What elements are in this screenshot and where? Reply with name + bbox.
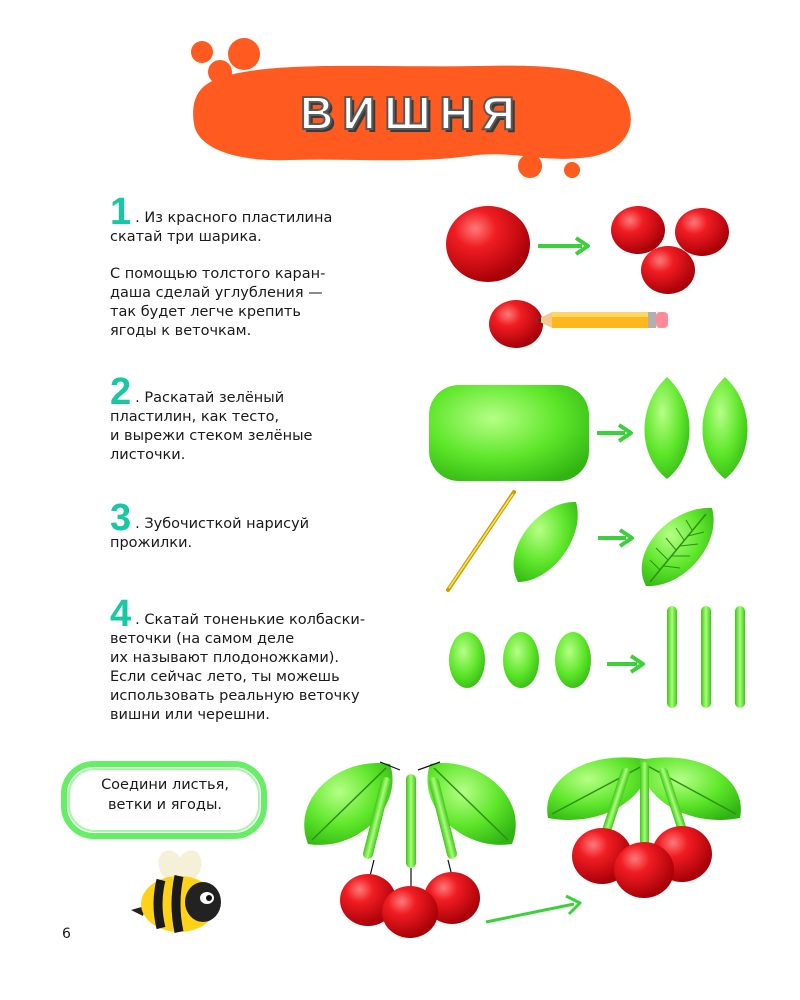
stem bbox=[701, 606, 711, 708]
bee-icon bbox=[125, 848, 235, 938]
arrow-right-icon bbox=[597, 425, 631, 441]
step-1: 1 . Из красного пластилина скатай три шарика. С помощью толстого каран- даша сделай углубления — так будет легче крепить ягоды к веточкам. bbox=[110, 198, 410, 359]
step-4-illustration bbox=[445, 600, 765, 720]
hint-text: Соедини листья, ветки и ягоды. bbox=[101, 777, 229, 813]
red-ball bbox=[641, 246, 695, 294]
toothpick-icon bbox=[448, 492, 514, 590]
page-title: ВИШНЯ bbox=[300, 87, 524, 139]
step-2-illustration bbox=[425, 375, 755, 495]
big-red-ball bbox=[446, 206, 530, 282]
leaf bbox=[514, 502, 578, 582]
step-2: 2 . Раскатай зелёный пластилин, как тесто, и вырежи стеком зелёные листочки. bbox=[110, 371, 313, 463]
green-oval bbox=[503, 632, 539, 688]
leaf bbox=[703, 377, 748, 479]
assembly-illustration bbox=[290, 748, 730, 948]
step-4: 4 . Скатай тоненькие колбаски- веточки (на самом деле их называют плодоножками). Если сейчас лето, ты можешь использовать реальную веточку вишни или черешни. bbox=[110, 593, 366, 723]
red-ball bbox=[611, 206, 665, 254]
arrow-right-icon bbox=[538, 238, 588, 254]
step-1-illustration bbox=[440, 200, 760, 360]
step-number: 2 bbox=[110, 371, 132, 413]
step-3: 3 . Зубочисткой нарисуй прожилки. bbox=[110, 497, 310, 551]
step-3-illustration bbox=[440, 490, 750, 600]
green-slab bbox=[429, 385, 589, 481]
finished-cherry bbox=[547, 757, 741, 898]
red-ball-dented bbox=[489, 300, 543, 348]
stem bbox=[667, 606, 677, 708]
arrow-right-icon bbox=[607, 656, 643, 672]
arrow-right-icon bbox=[486, 896, 580, 922]
green-oval bbox=[555, 632, 591, 688]
arrow-right-icon bbox=[598, 530, 632, 546]
step-number: 4 bbox=[110, 593, 132, 635]
stem bbox=[735, 606, 745, 708]
green-oval bbox=[449, 632, 485, 688]
pencil-icon bbox=[536, 312, 668, 328]
step-text: Раскатай зелёный пластилин, как тесто, и вырежи стеком зелёные листочки. bbox=[110, 390, 313, 463]
step-text: С помощью толстого каран- даша сделай углубления — так будет легче крепить ягоды к веточкам. bbox=[110, 266, 326, 339]
page-number: 6 bbox=[62, 926, 71, 942]
step-number: 1 bbox=[110, 191, 132, 233]
red-ball bbox=[675, 208, 729, 256]
step-number: 3 bbox=[110, 497, 132, 539]
step-text: Зубочисткой нарисуй прожилки. bbox=[110, 516, 310, 551]
step-text: Из красного пластилина скатай три шарика. bbox=[110, 210, 333, 245]
red-ball bbox=[382, 886, 438, 938]
leaf-with-veins bbox=[642, 508, 714, 586]
leaf bbox=[645, 377, 690, 479]
stem bbox=[406, 774, 416, 868]
step-text: Скатай тоненькие колбаски- веточки (на самом деле их называют плодоножками). Если сейчас лето, ты можешь использовать реальную веточку вишни или черешни. bbox=[110, 612, 366, 723]
